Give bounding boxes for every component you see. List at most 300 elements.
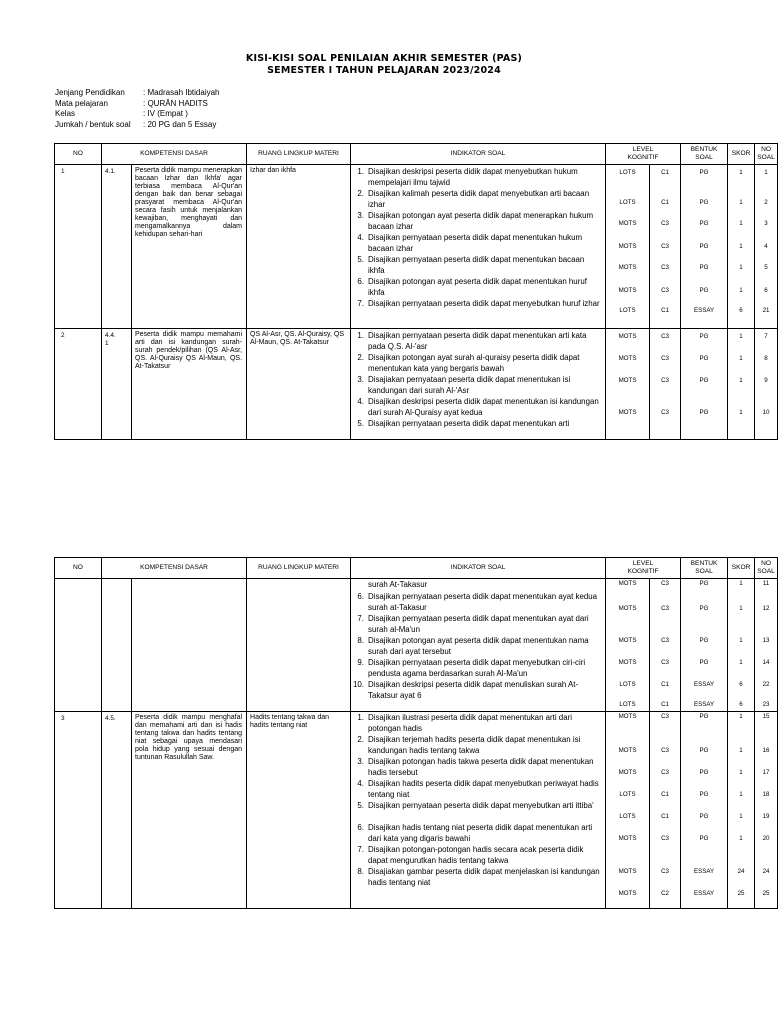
skor-value: 1 bbox=[739, 637, 743, 644]
level-value-list bbox=[606, 579, 649, 711]
bentuk-soal-value: PG bbox=[699, 409, 709, 416]
cognitive-level: C3 bbox=[661, 605, 669, 612]
no-soal-value: 25 bbox=[762, 890, 770, 897]
cognitive-level-list bbox=[650, 329, 680, 439]
indicator-number: 4. bbox=[357, 397, 365, 406]
indicator-text: Disajikan pernyataan peserta didik dapat menyebutkan huruf izhar bbox=[368, 299, 600, 308]
indicator-item bbox=[351, 233, 605, 254]
indicator-number: 3. bbox=[357, 375, 365, 384]
indicator-number: 3. bbox=[357, 211, 365, 220]
header-level-kognitif bbox=[606, 144, 681, 165]
skor-value: 1 bbox=[739, 713, 743, 720]
no-soal-value: 9 bbox=[764, 377, 768, 384]
no-soal-value: 1 bbox=[764, 169, 768, 176]
level-value: MOTS bbox=[618, 835, 637, 842]
skor-value: 6 bbox=[739, 307, 743, 314]
indicator-item bbox=[351, 353, 605, 374]
level-value: MOTS bbox=[618, 243, 637, 250]
table-row bbox=[55, 165, 778, 329]
bentuk-soal-value: PG bbox=[699, 580, 709, 587]
level-value: LOTS bbox=[619, 681, 636, 688]
level-value-list bbox=[606, 165, 649, 328]
bentuk-soal-value: PG bbox=[699, 713, 709, 720]
bentuk-soal-value: PG bbox=[699, 835, 709, 842]
header-level-line1: LEVEL bbox=[632, 560, 654, 567]
cell-no: 3 bbox=[55, 712, 102, 909]
cell-no-soal-value bbox=[755, 165, 778, 329]
header-no: NO bbox=[55, 144, 102, 165]
cell-ruang-lingkup bbox=[247, 579, 351, 712]
indicator-item bbox=[351, 277, 605, 298]
indicator-item bbox=[351, 167, 605, 188]
bentuk-soal-value: ESSAY bbox=[693, 307, 715, 314]
skor-value: 1 bbox=[739, 791, 743, 798]
level-value: MOTS bbox=[618, 659, 637, 666]
bentuk-soal-value: PG bbox=[699, 605, 709, 612]
cell-indikator bbox=[351, 329, 606, 440]
skor-value: 1 bbox=[739, 377, 743, 384]
skor-value-list bbox=[728, 165, 754, 328]
cell-skor-value bbox=[728, 712, 755, 909]
bentuk-soal-value-list bbox=[681, 329, 727, 439]
bentuk-soal-value: PG bbox=[699, 747, 709, 754]
indicator-item bbox=[351, 735, 605, 756]
indicator-number: 6. bbox=[357, 823, 365, 832]
header-no-soal bbox=[755, 144, 778, 165]
indicator-item bbox=[351, 419, 605, 430]
cell-no bbox=[55, 579, 102, 712]
title-line-2: SEMESTER I TAHUN PELAJARAN 2023/2024 bbox=[267, 65, 501, 76]
no-soal-value: 7 bbox=[764, 333, 768, 340]
no-soal-value: 11 bbox=[762, 580, 770, 587]
header-skor: SKOR bbox=[728, 558, 755, 579]
indicator-number: 4. bbox=[357, 233, 365, 242]
indicator-number: 7. bbox=[357, 299, 365, 308]
cell-level-value bbox=[606, 712, 650, 909]
indicator-text: Disajikan pernyataan peserta didik dapat menyebutkan ciri-ciri pendusta agama berdasarkan surah Al-Ma'un bbox=[368, 658, 586, 678]
indicator-text: Disajikan hadis tentang niat peserta didik dapat menentukan arti dari kata yang digaris bawahi bbox=[368, 823, 593, 843]
cell-level-value bbox=[606, 579, 650, 712]
header-nosoal-line1: NO bbox=[761, 146, 771, 153]
cognitive-level: C3 bbox=[661, 713, 669, 720]
level-value: MOTS bbox=[618, 409, 637, 416]
no-soal-value: 19 bbox=[762, 813, 770, 820]
bentuk-soal-value: PG bbox=[699, 220, 709, 227]
no-soal-value: 16 bbox=[762, 747, 770, 754]
skor-value: 1 bbox=[739, 169, 743, 176]
level-value: MOTS bbox=[618, 637, 637, 644]
cognitive-level: C3 bbox=[661, 637, 669, 644]
skor-value: 1 bbox=[739, 747, 743, 754]
header-kompetensi-dasar: KOMPETENSI DASAR bbox=[102, 558, 247, 579]
bentuk-soal-value: ESSAY bbox=[693, 890, 715, 897]
bentuk-soal-value: ESSAY bbox=[693, 701, 715, 708]
level-value: MOTS bbox=[618, 868, 637, 875]
indicator-item bbox=[351, 375, 605, 396]
indicator-text: Disajikan deskripsi peserta didik dapat menyebutkan hukum mempelajari ilmu tajwid bbox=[368, 167, 578, 187]
indicator-text: Disajikan potongan-potongan hadis secara acak peserta didik dapat mengurutkan hadis tentang takwa bbox=[368, 845, 584, 865]
info-value: : Madrasah Ibtidaiyah bbox=[143, 88, 220, 97]
no-soal-value: 24 bbox=[762, 868, 770, 875]
indicator-text: Disajiakan gambar peserta didik dapat menjelaskan isi kandungan hadis tentang niat bbox=[368, 867, 600, 887]
no-soal-value-list bbox=[755, 579, 777, 711]
indicator-text: Disajikan deskripsi peserta didik dapat menuliskan surah At-Takatsur ayat 6 bbox=[368, 680, 579, 700]
bentuk-soal-value: PG bbox=[699, 659, 709, 666]
cognitive-level: C3 bbox=[661, 659, 669, 666]
cell-level-value bbox=[606, 165, 650, 329]
bentuk-soal-value: PG bbox=[699, 813, 709, 820]
cell-indikator bbox=[351, 712, 606, 909]
skor-value: 6 bbox=[739, 701, 743, 708]
skor-value: 1 bbox=[739, 287, 743, 294]
info-row bbox=[55, 120, 220, 131]
kisi-kisi-table-2 bbox=[54, 557, 778, 909]
level-value: MOTS bbox=[618, 264, 637, 271]
info-row bbox=[55, 99, 220, 110]
header-no-soal bbox=[755, 558, 778, 579]
indicator-number: 10. bbox=[353, 680, 365, 689]
cognitive-level: C3 bbox=[661, 835, 669, 842]
indicator-list bbox=[351, 712, 605, 908]
header-bentuk-soal bbox=[681, 558, 728, 579]
header-indikator: INDIKATOR SOAL bbox=[351, 558, 606, 579]
level-value: LOTS bbox=[619, 701, 636, 708]
header-bentuk-line2: SOAL bbox=[695, 568, 713, 575]
info-label: Jenjang Pendidikan bbox=[55, 88, 125, 97]
indicator-number: 7. bbox=[357, 845, 365, 854]
header-level-line2: KOGNITIF bbox=[627, 568, 659, 575]
document-title bbox=[0, 53, 768, 77]
cognitive-level: C3 bbox=[661, 333, 669, 340]
cell-skor-value bbox=[728, 165, 755, 329]
cognitive-level: C1 bbox=[661, 813, 669, 820]
bentuk-soal-value: PG bbox=[699, 264, 709, 271]
indicator-text: Disajikan potongan hadis takwa peserta didik dapat menentukan hadis tersebut bbox=[368, 757, 594, 777]
skor-value: 1 bbox=[739, 605, 743, 612]
level-value: LOTS bbox=[619, 813, 636, 820]
indicator-item bbox=[351, 801, 605, 812]
header-kompetensi-dasar: KOMPETENSI DASAR bbox=[102, 144, 247, 165]
indicator-text: Disajikan pernyataan peserta didik dapat menentukan ayat dari surah al-Ma'un bbox=[368, 614, 589, 634]
cognitive-level-list bbox=[650, 579, 680, 711]
bentuk-soal-value: ESSAY bbox=[693, 868, 715, 875]
bentuk-soal-value: PG bbox=[699, 287, 709, 294]
header-bentuk-line2: SOAL bbox=[695, 154, 713, 161]
cell-bentuk-soal-value bbox=[681, 712, 728, 909]
indicator-text: Disajikan deskripsi peserta didik dapat menentukan isi kandungan dari surah Al-Quraisy ayat kedua bbox=[368, 397, 599, 417]
header-row bbox=[55, 144, 778, 165]
level-value-list bbox=[606, 712, 649, 908]
indicator-number: 2. bbox=[357, 189, 365, 198]
skor-value-list bbox=[728, 579, 754, 711]
indicator-item bbox=[351, 211, 605, 232]
bentuk-soal-value: PG bbox=[699, 791, 709, 798]
header-ruang-lingkup: RUANG LINGKUP MATERI bbox=[247, 144, 351, 165]
cell-level-value bbox=[606, 329, 650, 440]
cell-no-soal-value bbox=[755, 712, 778, 909]
cell-cognitive-level bbox=[650, 712, 681, 909]
cognitive-level: C1 bbox=[661, 307, 669, 314]
info-value: : IV (Empat ) bbox=[143, 109, 188, 118]
cognitive-level: C3 bbox=[661, 355, 669, 362]
cell-skor-value bbox=[728, 579, 755, 712]
cell-kompetensi-dasar: Peserta didik mampu menghafal dan memahami arti dan isi hadis tentang takwa dan hadits tentang niat sebagai upaya mendasari pola hidup yang sesuai dengan tuntunan Rasulullah Saw. bbox=[132, 712, 247, 909]
indicator-list bbox=[351, 579, 605, 711]
skor-value: 25 bbox=[737, 890, 745, 897]
header-nosoal-line1: NO bbox=[761, 560, 771, 567]
level-value: LOTS bbox=[619, 791, 636, 798]
no-soal-value: 10 bbox=[762, 409, 770, 416]
bentuk-soal-value: PG bbox=[699, 769, 709, 776]
skor-value: 1 bbox=[739, 769, 743, 776]
header-indikator: INDIKATOR SOAL bbox=[351, 144, 606, 165]
no-soal-value-list bbox=[755, 712, 777, 908]
cognitive-level: C1 bbox=[661, 701, 669, 708]
bentuk-soal-value: PG bbox=[699, 169, 709, 176]
indicator-item bbox=[351, 331, 605, 352]
level-value: LOTS bbox=[619, 169, 636, 176]
indicator-number: 1. bbox=[357, 167, 365, 176]
skor-value: 24 bbox=[737, 868, 745, 875]
cell-cognitive-level bbox=[650, 165, 681, 329]
indicator-text: Disajikan terjemah hadits peserta didik dapat menentukan isi kandungan hadis tentang takwa bbox=[368, 735, 581, 755]
indicator-number: 5. bbox=[357, 255, 365, 264]
cognitive-level: C2 bbox=[661, 890, 669, 897]
indicator-text: Disajikan hadits peserta didik dapat menyebutkan periwayat hadis tentang niat bbox=[368, 779, 599, 799]
no-soal-value: 18 bbox=[762, 791, 770, 798]
cell-bentuk-soal-value bbox=[681, 165, 728, 329]
skor-value: 1 bbox=[739, 580, 743, 587]
header-level-line2: KOGNITIF bbox=[627, 154, 659, 161]
indicator-number: 5. bbox=[357, 419, 365, 428]
indicator-item bbox=[351, 255, 605, 276]
skor-value: 1 bbox=[739, 243, 743, 250]
kisi-kisi-table-1 bbox=[54, 143, 778, 440]
skor-value: 1 bbox=[739, 355, 743, 362]
indicator-number: 7. bbox=[357, 614, 365, 623]
no-soal-value: 5 bbox=[764, 264, 768, 271]
cell-kompetensi-dasar bbox=[132, 579, 247, 712]
no-soal-value-list bbox=[755, 165, 777, 328]
cognitive-level: C3 bbox=[661, 287, 669, 294]
cell-kd-number: 4.4. 1 bbox=[102, 329, 132, 440]
indicator-item bbox=[351, 845, 605, 866]
info-block bbox=[55, 88, 220, 130]
indicator-item bbox=[351, 680, 605, 701]
cognitive-level: C3 bbox=[661, 377, 669, 384]
indicator-number: 9. bbox=[357, 658, 365, 667]
indicator-item bbox=[351, 867, 605, 888]
skor-value-list bbox=[728, 712, 754, 908]
level-value: MOTS bbox=[618, 355, 637, 362]
indicator-text: Disajiakan pernyataan peserta didik dapat menentukan isi kandungan dari surah Al-'Asr bbox=[368, 375, 571, 395]
skor-value: 1 bbox=[739, 199, 743, 206]
cognitive-level: C3 bbox=[661, 220, 669, 227]
indicator-list bbox=[351, 329, 605, 439]
level-value: MOTS bbox=[618, 333, 637, 340]
header-bentuk-line1: BENTUK bbox=[690, 560, 718, 567]
info-value: : QURÂN HADITS bbox=[143, 98, 208, 108]
indicator-number: 2. bbox=[357, 735, 365, 744]
no-soal-value: 2 bbox=[764, 199, 768, 206]
indicator-number: 8. bbox=[357, 636, 365, 645]
level-value: LOTS bbox=[619, 307, 636, 314]
skor-value: 1 bbox=[739, 264, 743, 271]
indicator-text: Disajikan kalimah peserta didik dapat menyebutkan arti bacaan izhar bbox=[368, 189, 590, 209]
indicator-text: surah At-Takasur bbox=[368, 580, 428, 589]
indicator-text: Disajikan pernyataan peserta didik dapat menentukan arti bbox=[368, 419, 570, 428]
no-soal-value: 3 bbox=[764, 220, 768, 227]
cognitive-level: C3 bbox=[661, 747, 669, 754]
cognitive-level: C3 bbox=[661, 868, 669, 875]
header-bentuk-soal bbox=[681, 144, 728, 165]
cognitive-level: C1 bbox=[661, 199, 669, 206]
bentuk-soal-value: PG bbox=[699, 377, 709, 384]
indicator-item bbox=[351, 614, 605, 635]
no-soal-value: 17 bbox=[762, 769, 770, 776]
cognitive-level-list bbox=[650, 712, 680, 908]
skor-value: 1 bbox=[739, 409, 743, 416]
indicator-item bbox=[351, 757, 605, 778]
header-level-line1: LEVEL bbox=[632, 146, 654, 153]
indicator-text: Disajikan potongan ayat peserta didik dapat menerapkan hukum bacaan izhar bbox=[368, 211, 594, 231]
header-ruang-lingkup: RUANG LINGKUP MATERI bbox=[247, 558, 351, 579]
cognitive-level: C1 bbox=[661, 681, 669, 688]
no-soal-value: 20 bbox=[762, 835, 770, 842]
indicator-item bbox=[351, 299, 605, 310]
indicator-number: 5. bbox=[357, 801, 365, 810]
skor-value: 6 bbox=[739, 681, 743, 688]
bentuk-soal-value-list bbox=[681, 579, 727, 711]
indicator-text: Disajikan pernyataan peserta didik dapat menentukan ayat kedua surah at-Takasur bbox=[368, 592, 597, 612]
indicator-item bbox=[351, 397, 605, 418]
no-soal-value: 6 bbox=[764, 287, 768, 294]
cell-ruang-lingkup: QS Al-Asr, QS. Al-Quraisy, QS Al-Maun, QS. At-Takatsur bbox=[247, 329, 351, 440]
cell-kompetensi-dasar: Peserta didik mampu menerapkan bacaan Izhar dan Ikhfa' agar terbiasa membaca Al-Qur'an dengan baik dan benar sebagai prasyarat membaca Al-Qur'an secara fasih untuk menjalankan kewajiban, menghayati dan mengamalkannya dalam kehidupan sehari-hari bbox=[132, 165, 247, 329]
no-soal-value: 14 bbox=[762, 659, 770, 666]
level-value: MOTS bbox=[618, 713, 637, 720]
indicator-item bbox=[351, 779, 605, 800]
skor-value: 1 bbox=[739, 333, 743, 340]
skor-value: 1 bbox=[739, 835, 743, 842]
cognitive-level: C1 bbox=[661, 791, 669, 798]
level-value: MOTS bbox=[618, 890, 637, 897]
no-soal-value: 23 bbox=[762, 701, 770, 708]
header-nosoal-line2: SOAL bbox=[757, 154, 775, 161]
no-soal-value-list bbox=[755, 329, 777, 439]
level-value: LOTS bbox=[619, 199, 636, 206]
bentuk-soal-value-list bbox=[681, 165, 727, 328]
indicator-number: 6. bbox=[357, 277, 365, 286]
no-soal-value: 15 bbox=[762, 713, 770, 720]
bentuk-soal-value: PG bbox=[699, 243, 709, 250]
indicator-number: 3. bbox=[357, 757, 365, 766]
cognitive-level: C3 bbox=[661, 264, 669, 271]
bentuk-soal-value: ESSAY bbox=[693, 681, 715, 688]
cognitive-level: C3 bbox=[661, 409, 669, 416]
bentuk-soal-value: PG bbox=[699, 199, 709, 206]
bentuk-soal-value: PG bbox=[699, 637, 709, 644]
header-nosoal-line2: SOAL bbox=[757, 568, 775, 575]
skor-value-list bbox=[728, 329, 754, 439]
level-value: MOTS bbox=[618, 220, 637, 227]
indicator-list bbox=[351, 165, 605, 328]
cell-bentuk-soal-value bbox=[681, 329, 728, 440]
skor-value: 1 bbox=[739, 813, 743, 820]
table-row bbox=[55, 329, 778, 440]
bentuk-soal-value: PG bbox=[699, 333, 709, 340]
skor-value: 1 bbox=[739, 220, 743, 227]
level-value: MOTS bbox=[618, 377, 637, 384]
cell-kd-number: 4.1. bbox=[102, 165, 132, 329]
cell-indikator bbox=[351, 165, 606, 329]
indicator-text: Disajikan pernyataan peserta didik dapat menentukan hukum bacaan izhar bbox=[368, 233, 583, 253]
indicator-text: Disajikan potongan ayat peserta didik dapat menentukan huruf ikhfa bbox=[368, 277, 587, 297]
info-label: Mata pelajaran bbox=[55, 98, 108, 108]
cell-skor-value bbox=[728, 329, 755, 440]
indicator-number: 1. bbox=[357, 331, 365, 340]
indicator-number: 2. bbox=[357, 353, 365, 362]
info-label: Kelas bbox=[55, 109, 76, 118]
header-skor: SKOR bbox=[728, 144, 755, 165]
cell-no: 1 bbox=[55, 165, 102, 329]
indicator-number: 6. bbox=[357, 592, 365, 601]
indicator-number: 1. bbox=[357, 713, 365, 722]
title-line-1: KISI-KISI SOAL PENILAIAN AKHIR SEMESTER (PAS) bbox=[245, 53, 523, 64]
cell-cognitive-level bbox=[650, 579, 681, 712]
level-value: MOTS bbox=[618, 605, 637, 612]
cell-no: 2 bbox=[55, 329, 102, 440]
cell-no-soal-value bbox=[755, 579, 778, 712]
cell-kompetensi-dasar: Peserta didik mampu memahami arti dan isi kandungan surah-surah pendek/pilihan (QS Al-Asr, QS. Al-Quraisy QS Al-Maun, QS. At-Takatsur bbox=[132, 329, 247, 440]
info-row bbox=[55, 88, 220, 99]
bentuk-soal-value-list bbox=[681, 712, 727, 908]
bentuk-soal-value: PG bbox=[699, 355, 709, 362]
no-soal-value: 13 bbox=[762, 637, 770, 644]
cognitive-level: C1 bbox=[661, 169, 669, 176]
indicator-text: Disajikan pernyataan peserta didik dapat menentukan arti kata pada Q.S. Al-'asr bbox=[368, 331, 587, 351]
indicator-item bbox=[351, 636, 605, 657]
no-soal-value: 22 bbox=[762, 681, 770, 688]
cell-ruang-lingkup: Hadits tentang takwa dan hadits tentang niat bbox=[247, 712, 351, 909]
no-soal-value: 4 bbox=[764, 243, 768, 250]
cell-kd-number: 4.5. bbox=[102, 712, 132, 909]
header-row bbox=[55, 558, 778, 579]
header-bentuk-line1: BENTUK bbox=[690, 146, 718, 153]
indicator-item bbox=[351, 592, 605, 613]
no-soal-value: 21 bbox=[762, 307, 770, 314]
cognitive-level: C3 bbox=[661, 243, 669, 250]
no-soal-value: 12 bbox=[762, 605, 770, 612]
info-row bbox=[55, 109, 220, 120]
indicator-item bbox=[351, 189, 605, 210]
header-level-kognitif bbox=[606, 558, 681, 579]
cell-no-soal-value bbox=[755, 329, 778, 440]
indicator-number: 8. bbox=[357, 867, 365, 876]
indicator-text: Disajikan potongan ayat peserta didik dapat menentukan nama surah dari ayat tersebut bbox=[368, 636, 589, 656]
table-row bbox=[55, 579, 778, 712]
indicator-text: Disajikan pernyataan peserta didik dapat menyebutkan arti ittiba' bbox=[368, 801, 594, 810]
skor-value: 1 bbox=[739, 659, 743, 666]
indicator-item bbox=[351, 713, 605, 734]
table-row bbox=[55, 712, 778, 909]
indicator-item bbox=[351, 658, 605, 679]
level-value: MOTS bbox=[618, 580, 637, 587]
level-value-list bbox=[606, 329, 649, 439]
cell-indikator bbox=[351, 579, 606, 712]
indicator-item bbox=[351, 823, 605, 844]
header-no: NO bbox=[55, 558, 102, 579]
